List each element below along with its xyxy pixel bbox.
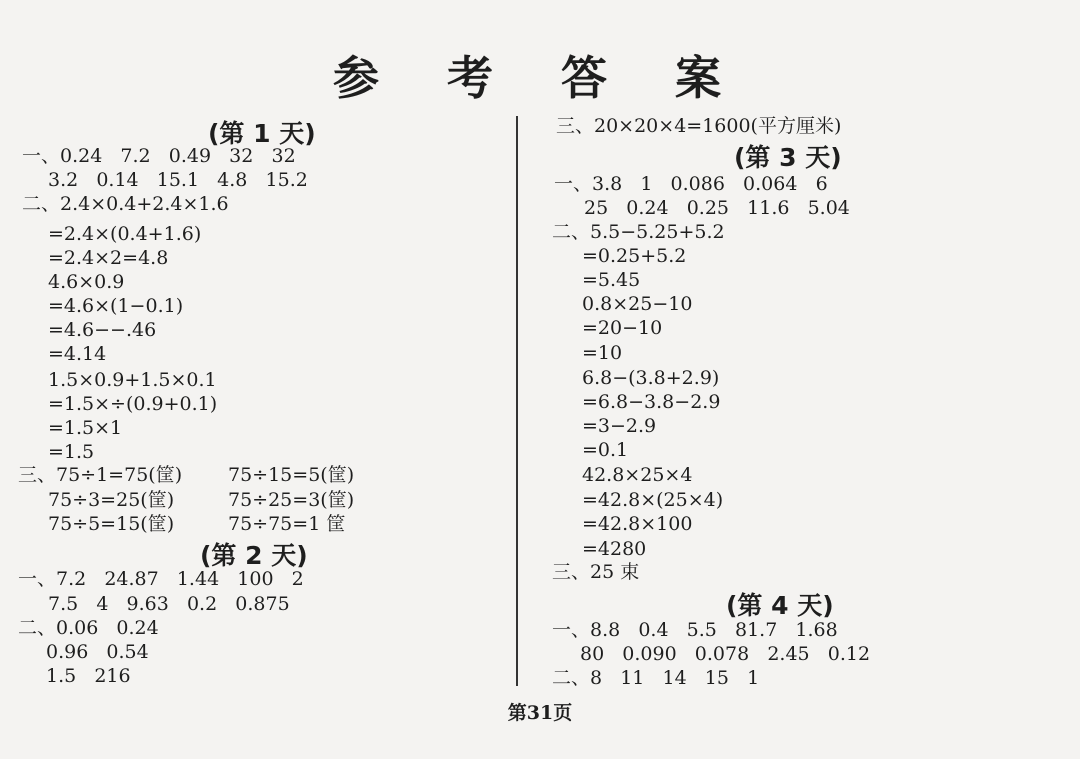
answer-line: 一、7.2 24.87 1.44 100 2 <box>18 568 304 590</box>
answer-line: 42.8×25×4 <box>582 464 693 486</box>
answer-line: =42.8×(25×4) <box>582 489 724 511</box>
answer-line: 1.5×0.9+1.5×0.1 <box>48 369 217 391</box>
answer-line: 二、8 11 14 15 1 <box>552 667 760 689</box>
answer-line: =10 <box>582 342 623 364</box>
answer-line: 二、0.06 0.24 <box>18 617 159 639</box>
answer-line: =4.6×(1−0.1) <box>48 295 184 317</box>
answer-line: =1.5×1 <box>48 417 123 439</box>
answer-line: 25 0.24 0.25 11.6 5.04 <box>584 197 850 219</box>
answer-line: 三、20×20×4=1600(平方厘米) <box>556 115 842 137</box>
answer-line: =1.5×÷(0.9+0.1) <box>48 393 218 415</box>
answer-line: 75÷15=5(筐) <box>228 464 355 486</box>
day-2-heading: (第 2 天) <box>200 541 308 570</box>
answer-line: =4280 <box>582 538 647 560</box>
answer-line: 二、2.4×0.4+2.4×1.6 <box>22 193 229 215</box>
answer-line: 4.6×0.9 <box>48 271 125 293</box>
answer-line: 3.2 0.14 15.1 4.8 15.2 <box>48 169 308 191</box>
page-number: 第31页 <box>507 702 573 724</box>
answer-line: =0.25+5.2 <box>582 245 687 267</box>
answer-line: =0.1 <box>582 439 629 461</box>
answer-line: 75÷3=25(筐) <box>48 489 175 511</box>
column-divider <box>516 116 518 686</box>
answer-line: =5.45 <box>582 269 641 291</box>
answer-line: 二、5.5−5.25+5.2 <box>552 221 725 243</box>
answer-line: 75÷5=15(筐) <box>48 513 175 535</box>
page-title: 参 考 答 案 <box>332 51 748 105</box>
answer-line: =42.8×100 <box>582 513 693 535</box>
answer-line: 一、3.8 1 0.086 0.064 6 <box>554 173 828 195</box>
answer-line: =6.8−3.8−2.9 <box>582 391 721 413</box>
answer-line: =1.5 <box>48 441 95 463</box>
answer-line: 三、25 束 <box>552 561 640 583</box>
day-4-heading: (第 4 天) <box>726 591 834 620</box>
answer-line: 一、8.8 0.4 5.5 81.7 1.68 <box>552 619 838 641</box>
answer-line: 一、0.24 7.2 0.49 32 32 <box>22 145 296 167</box>
answer-line: 80 0.090 0.078 2.45 0.12 <box>580 643 871 665</box>
answer-line: =4.14 <box>48 343 107 365</box>
answer-line: =2.4×2=4.8 <box>48 247 169 269</box>
answer-line: 0.8×25−10 <box>582 293 693 315</box>
answer-line: 三、75÷1=75(筐) <box>18 464 183 486</box>
answer-line: 0.96 0.54 <box>46 641 149 663</box>
answer-line: 7.5 4 9.63 0.2 0.875 <box>48 593 290 615</box>
answer-line: 6.8−(3.8+2.9) <box>582 367 720 389</box>
answer-line: 75÷25=3(筐) <box>228 489 355 511</box>
answer-line: =2.4×(0.4+1.6) <box>48 223 202 245</box>
answer-line: =4.6−−.46 <box>48 319 157 341</box>
answer-line: =20−10 <box>582 317 663 339</box>
day-1-heading: (第 1 天) <box>208 119 316 148</box>
day-3-heading: (第 3 天) <box>734 143 842 172</box>
answer-line: 1.5 216 <box>46 665 131 687</box>
answer-line: =3−2.9 <box>582 415 657 437</box>
answer-line: 75÷75=1 筐 <box>228 513 346 535</box>
